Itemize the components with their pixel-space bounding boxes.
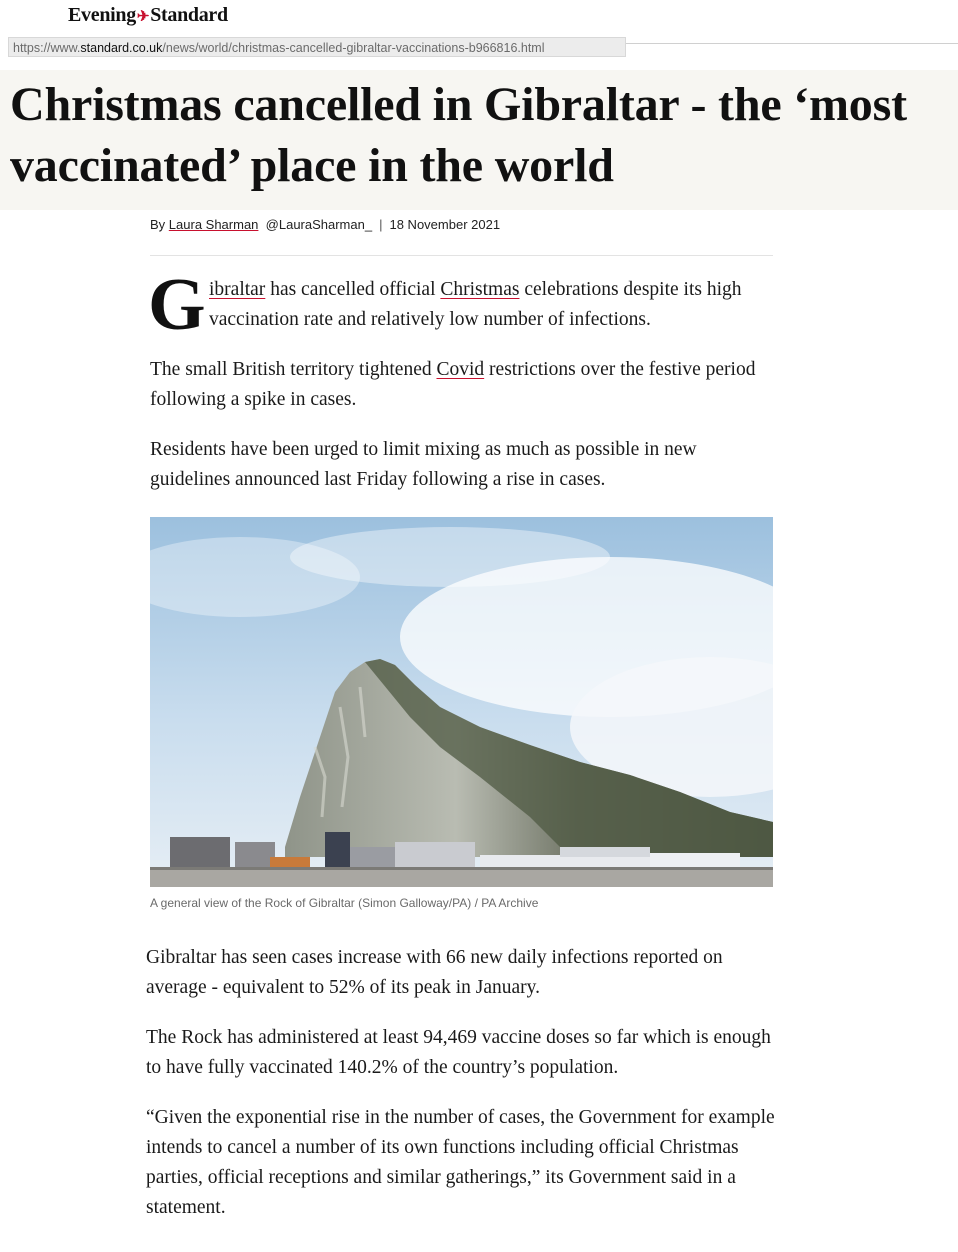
paragraph-5: The Rock has administered at least 94,469 vaccine doses so far which is enough to have fully vaccinated 140.2% of the country’s population. [146,1027,771,1078]
paragraph-2-text-a: The small British territory tightened [150,359,437,380]
paragraph-6: “Given the exponential rise in the number of cases, the Government for example intends to cancel a number of its own functions including official Christmas parties, official receptions and similar gatherings,” its Government said in a statement. [146,1107,775,1218]
paragraph-3: Residents have been urged to limit mixing as much as possible in new guidelines announced last Friday following a rise in cases. [150,439,697,490]
bird-icon: ✈ [136,9,150,25]
masthead-left: Evening [68,4,136,26]
covid-link[interactable]: Covid [436,359,485,380]
article-headline: Christmas cancelled in Gibraltar - the ‘most vaccinated’ place in the world [10,78,907,192]
url-path: /news/world/christmas-cancelled-gibraltar-vaccinations-b966816.html [162,41,545,55]
address-bar[interactable] [8,37,626,57]
byline [150,217,500,232]
masthead-right: Standard [150,4,228,26]
paragraph-1-text-a: has cancelled official [265,279,441,300]
drop-cap: G [148,264,206,346]
byline-separator: | [379,217,383,232]
paragraph-1 [209,275,779,335]
byline-divider [150,255,773,256]
url-domain: standard.co.uk [80,41,163,55]
gibraltar-link[interactable]: ibraltar [209,279,266,300]
paragraph-2 [150,355,780,415]
paragraph-4: Gibraltar has seen cases increase with 66 new daily infections reported on average - equivalent to 52% of its peak in January. [146,947,723,998]
paragraph-1-text-b: celebrations despite its high vaccination rate and relatively low number of infections. [209,279,742,330]
url-divider [626,43,958,44]
evening-standard-logo[interactable] [68,4,228,27]
paragraph-2-text-b: restrictions over the festive period following a spike in cases. [150,359,756,410]
byline-by: By [150,217,166,232]
christmas-link[interactable]: Christmas [440,279,520,300]
image-caption: A general view of the Rock of Gibraltar (Simon Galloway/PA) / PA Archive [150,896,539,910]
publish-date: 18 November 2021 [389,217,501,232]
author-link[interactable]: Laura Sharman [168,217,259,232]
url-prefix: https://www. [13,41,81,55]
author-handle[interactable]: @LauraSharman_ [265,217,373,232]
rock-of-gibraltar-photo [150,517,773,887]
